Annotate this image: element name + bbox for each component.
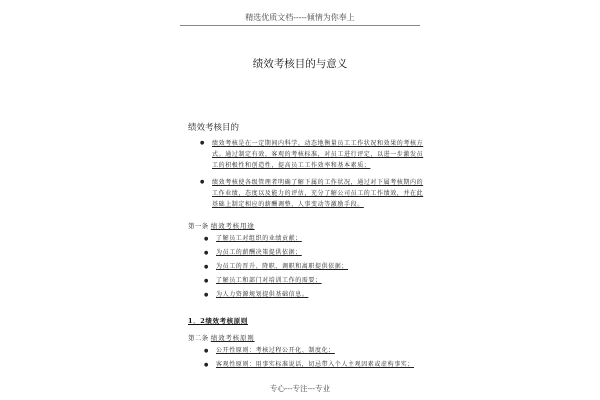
purpose-bullet <box>200 138 425 171</box>
usage-list-item <box>204 289 424 303</box>
principles-item-text: 公开性原则：考核过程公开化、制度化； <box>216 347 335 354</box>
usage-item-text: 了解员工对组织的业绩贡献； <box>216 235 302 242</box>
principles-list-item <box>204 359 424 373</box>
usage-list <box>204 233 424 303</box>
usage-item-text: 为人力资源规划提供基础信息。 <box>216 291 309 298</box>
principles-list-item <box>204 345 424 359</box>
principles-label-title: 绩效考核原则 <box>210 334 255 342</box>
section-heading: 1．2绩效考核原则 <box>188 317 248 325</box>
usage-label-title: 绩效考核用途 <box>210 222 255 230</box>
usage-list-item <box>204 261 424 275</box>
purpose-bullet-text: 绩效考核是在一定期间内科学、动态地衡量员工工作状况和效果的考核方式。通过制定有效、客观的考核标准，对员工进行评定，以进一步激发员工的积极性和创造性，提高员工工作效率和基本素质； <box>212 140 424 169</box>
page-footer: 专心---专注---专业 <box>269 384 331 393</box>
header-divider <box>180 25 420 26</box>
usage-list-item <box>204 233 424 247</box>
principles-list <box>204 345 424 373</box>
usage-list-item <box>204 247 424 261</box>
usage-item-text: 为员工的晋升、降职、调职和离职提供依据； <box>216 263 349 270</box>
purpose-heading: 绩效考核目的 <box>188 123 240 133</box>
usage-item-text: 了解员工和部门对培训工作的需要； <box>216 277 322 284</box>
usage-list-item <box>204 275 424 289</box>
document-title: 绩效考核目的与意义 <box>252 58 348 70</box>
usage-item-text: 为员工的薪酬决策提供依据； <box>216 249 302 256</box>
purpose-bullet-list <box>200 138 425 216</box>
purpose-bullet <box>200 177 425 210</box>
usage-label-prefix: 第一条 <box>188 222 209 230</box>
principles-subheading <box>188 333 255 342</box>
purpose-bullet-text: 绩效考核使各级管理者明确了解下属的工作状况，通过对下属考核期内的工作业绩，态度以及能力的评估，充分了解公司员工的工作绩效，并在此基础上制定相应的薪酬调整、人事变动等激励手段。 <box>212 179 424 208</box>
principles-item-text: 客观性原则：用事实标准说话，切忌带入个人主观因素或虚构事实； <box>216 361 415 368</box>
page-header: 精选优质文档-----倾情为你奉上 <box>245 13 355 22</box>
principles-label-prefix: 第二条 <box>188 334 209 342</box>
usage-subheading <box>188 221 255 230</box>
